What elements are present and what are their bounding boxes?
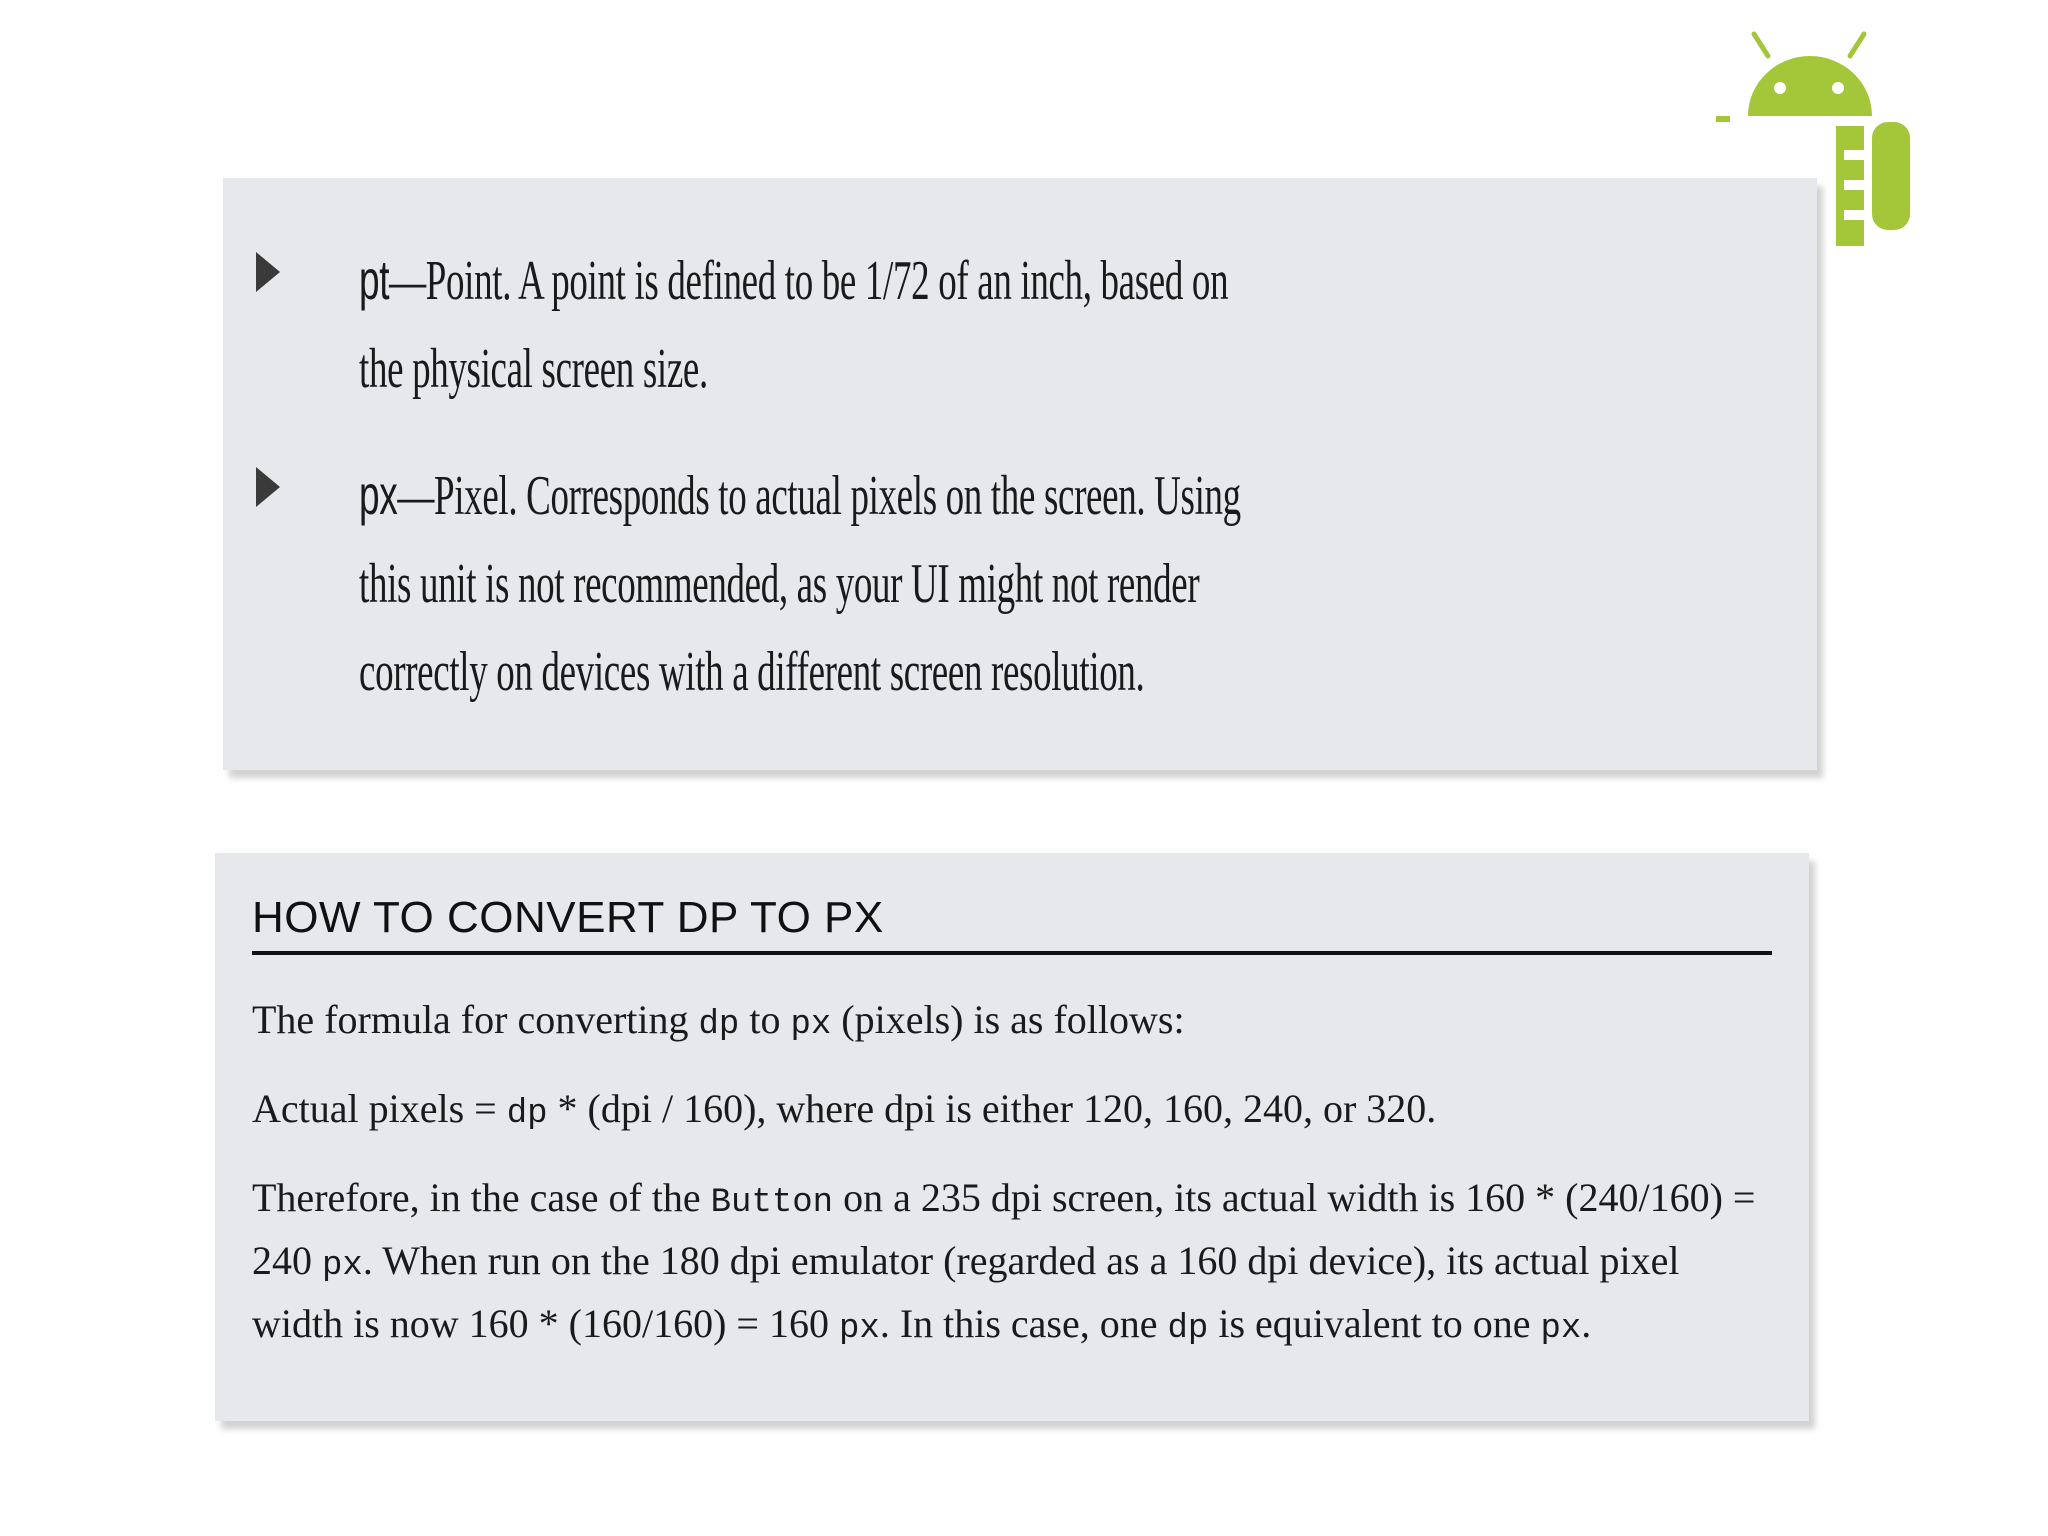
code-run: Button [710,1184,834,1222]
list-item [359,236,1747,413]
text-run: to [739,997,791,1042]
example-paragraph [252,1169,1772,1358]
unit-description: —Pixel. Corresponds to actual pixels on the screen. Using this unit is not recommended, as your UI might not render correctly on devices with a different screen resolution. [359,465,1241,703]
unit-code: pt [359,248,390,311]
code-run: px [790,1006,832,1044]
code-run: px [322,1247,363,1285]
text-run: on a 235 dpi screen, its actual width is 160 * (240/160) = 240 [252,1175,1756,1283]
text-run: . In this case, one [879,1301,1168,1346]
bullet-arrow-icon [256,467,280,507]
code-run: dp [698,1006,740,1044]
unit-description: —Point. A point is defined to be 1/72 of an inch, based on the physical screen size. [359,250,1229,400]
code-run: px [839,1310,880,1348]
sidebar-heading: HOW TO CONVERT DP TO PX [252,893,1772,955]
text-run: (pixels) is as follows: [831,997,1185,1042]
list-item [359,451,1747,716]
text-run: . [1581,1301,1592,1346]
text-run: The formula for converting [252,997,699,1042]
bullet-text [359,451,1275,716]
text-run: * (dpi / 160), where dpi is either 120, 160, 240, or 320. [547,1086,1437,1131]
text-run: Therefore, in the case of the [252,1175,711,1220]
text-run: Actual pixels = [252,1086,507,1131]
unit-code: px [359,463,398,526]
text-run: is equivalent to one [1208,1301,1541,1346]
code-run: px [1540,1310,1582,1348]
text-run: . When run on the 180 dpi emulator (regarded as a 160 dpi device), its actual pixel width is now 160 * (160/160) = 160 [252,1238,1680,1346]
code-run: dp [506,1095,548,1133]
bullet-arrow-icon [256,252,280,292]
code-run: dp [1167,1310,1209,1348]
units-definition-box [223,178,1817,770]
bullet-text [359,236,1275,413]
formula-intro-paragraph [252,991,1772,1054]
conversion-sidebar-box [215,853,1809,1421]
formula-paragraph [252,1080,1772,1143]
